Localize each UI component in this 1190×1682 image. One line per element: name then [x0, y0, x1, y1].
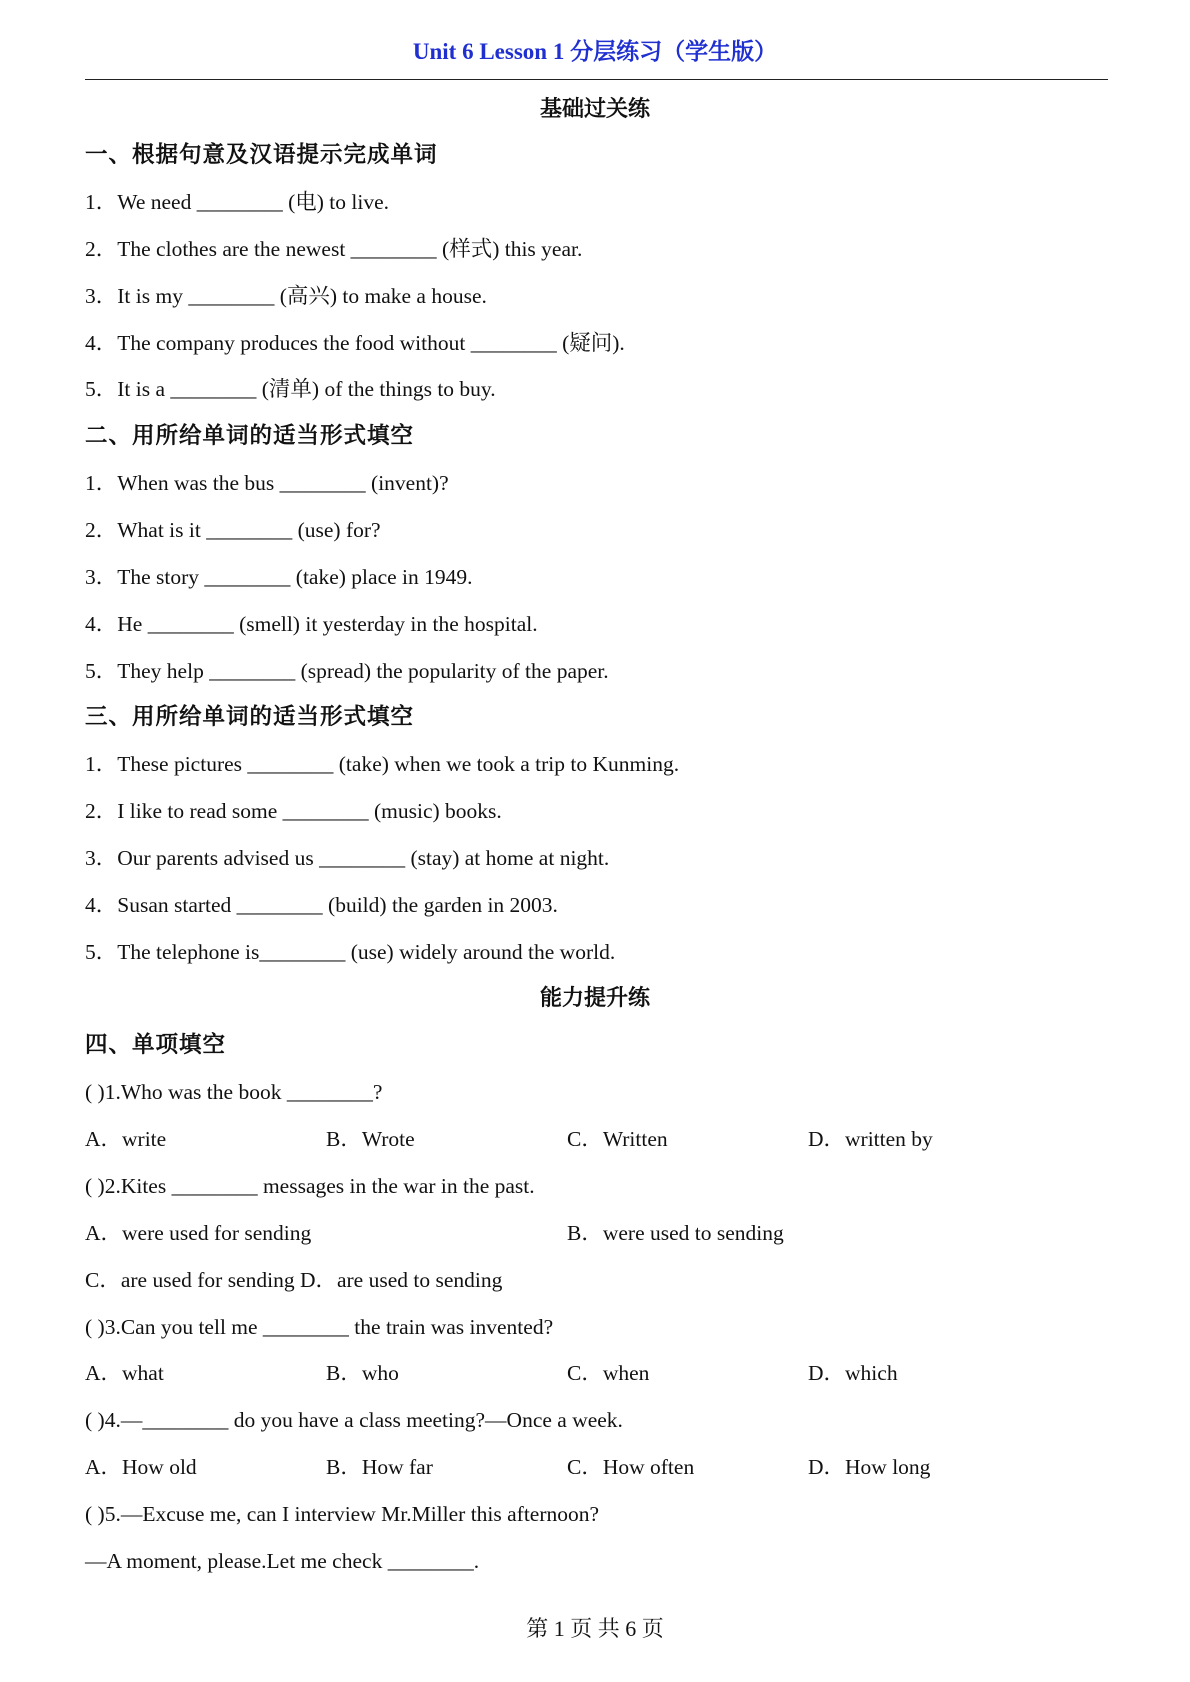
q2-option-cd: C．are used for sending D．are used to sending — [85, 1268, 503, 1292]
q1-option-b: B．Wrote — [326, 1127, 415, 1151]
section2-item-4: 4．He ________ (smell) it yesterday in the hospital. — [85, 612, 538, 636]
section4-title: 四、单项填空 — [85, 1032, 227, 1057]
section1-title: 一、根据句意及汉语提示完成单词 — [85, 142, 438, 167]
section3-item-2: 2．I like to read some ________ (music) books. — [85, 799, 502, 823]
section3-item-1: 1．These pictures ________ (take) when we took a trip to Kunming. — [85, 752, 680, 776]
q1-option-c: C．Written — [567, 1127, 668, 1151]
q4-option-b: B．How far — [326, 1455, 433, 1479]
q1-option-d: D．written by — [808, 1127, 933, 1151]
page-header-title: Unit 6 Lesson 1 分层练习（学生版） — [412, 39, 778, 64]
q4-option-d: D．How long — [808, 1455, 931, 1479]
q2-option-a: A．were used for sending — [85, 1221, 312, 1245]
q4-option-c: C．How often — [567, 1455, 695, 1479]
q5-line2: —A moment, please.Let me check ________. — [85, 1549, 480, 1573]
section2-item-1: 1．When was the bus ________ (invent)? — [85, 471, 449, 495]
section2-item-5: 5．They help ________ (spread) the popularity of the paper. — [85, 659, 609, 683]
section2-item-3: 3．The story ________ (take) place in 1949. — [85, 565, 473, 589]
q1-option-a: A．write — [85, 1127, 167, 1151]
q2-stem: ( )2.Kites ________ messages in the war in the past. — [85, 1174, 535, 1198]
section1-item-2: 2．The clothes are the newest ________ (样式) this year. — [85, 237, 583, 261]
section3-title: 三、用所给单词的适当形式填空 — [85, 704, 415, 729]
section3-item-5: 5．The telephone is________ (use) widely around the world. — [85, 940, 616, 964]
level2-title: 能力提升练 — [539, 985, 650, 1010]
q3-option-c: C．when — [567, 1361, 650, 1385]
section2-item-2: 2．What is it ________ (use) for? — [85, 518, 381, 542]
section2-title: 二、用所给单词的适当形式填空 — [85, 423, 415, 448]
section1-item-1: 1．We need ________ (电) to live. — [85, 190, 389, 214]
section1-item-3: 3．It is my ________ (高兴) to make a house. — [85, 284, 487, 308]
level1-title: 基础过关练 — [539, 96, 650, 121]
q1-stem: ( )1.Who was the book ________? — [85, 1080, 383, 1104]
q3-stem: ( )3.Can you tell me ________ the train was invented? — [85, 1315, 554, 1339]
page-footer: 第 1 页 共 6 页 — [526, 1616, 664, 1641]
section1-item-4: 4．The company produces the food without ________ (疑问). — [85, 331, 625, 355]
q3-option-b: B．who — [326, 1361, 399, 1385]
q3-option-a: A．what — [85, 1361, 164, 1385]
section3-item-3: 3．Our parents advised us ________ (stay) at home at night. — [85, 846, 610, 870]
q3-option-d: D．which — [808, 1361, 898, 1385]
q5-stem: ( )5.—Excuse me, can I interview Mr.Miller this afternoon? — [85, 1502, 600, 1526]
q4-stem: ( )4.—________ do you have a class meeting?—Once a week. — [85, 1408, 623, 1432]
section3-item-4: 4．Susan started ________ (build) the garden in 2003. — [85, 893, 558, 917]
header-divider — [85, 79, 1108, 80]
q2-option-b: B．were used to sending — [567, 1221, 784, 1245]
q4-option-a: A．How old — [85, 1455, 197, 1479]
section1-item-5: 5．It is a ________ (清单) of the things to buy. — [85, 377, 496, 401]
